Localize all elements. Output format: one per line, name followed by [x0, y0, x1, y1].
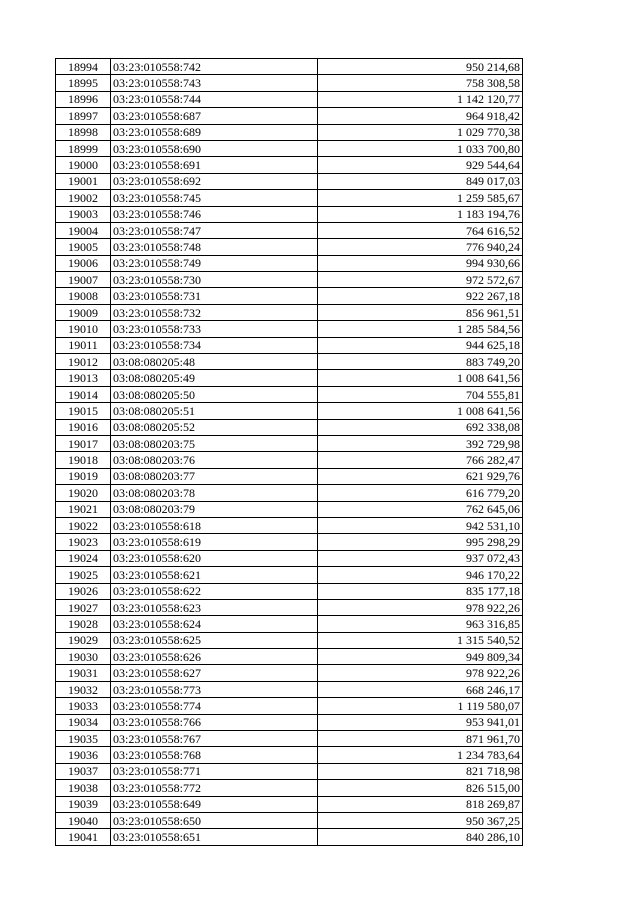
table-row — [56, 157, 523, 173]
cadastral-number-cell: 03:23:010558:772 — [111, 780, 318, 796]
cadastral-value-cell: 1 259 585,67 — [318, 190, 523, 206]
cadastral-value-cell: 922 267,18 — [318, 288, 523, 304]
cadastral-number-cell: 03:23:010558:622 — [111, 583, 318, 599]
cadastral-number-cell: 03:23:010558:768 — [111, 747, 318, 763]
cadastral-value-cell: 1 119 580,07 — [318, 698, 523, 714]
cadastral-number-cell: 03:23:010558:745 — [111, 190, 318, 206]
cadastral-number-cell: 03:23:010558:733 — [111, 321, 318, 337]
row-number-cell: 19041 — [56, 829, 111, 845]
cadastral-value-cell: 978 922,26 — [318, 599, 523, 615]
cadastral-number-cell: 03:08:080203:77 — [111, 468, 318, 484]
cadastral-number-cell: 03:23:010558:626 — [111, 649, 318, 665]
cadastral-number-cell: 03:23:010558:732 — [111, 304, 318, 320]
cadastral-value-cell: 856 961,51 — [318, 304, 523, 320]
row-number-cell: 19039 — [56, 796, 111, 812]
table-row — [56, 485, 523, 501]
cadastral-value-cell: 704 555,81 — [318, 386, 523, 402]
table-row — [56, 501, 523, 517]
cadastral-number-cell: 03:23:010558:744 — [111, 91, 318, 107]
table-row — [56, 812, 523, 828]
row-number-cell: 19030 — [56, 649, 111, 665]
cadastral-number-cell: 03:23:010558:747 — [111, 222, 318, 238]
row-number-cell: 19013 — [56, 370, 111, 386]
row-number-cell: 19000 — [56, 157, 111, 173]
row-number-cell: 19034 — [56, 714, 111, 730]
table-row — [56, 616, 523, 632]
row-number-cell: 19008 — [56, 288, 111, 304]
row-number-cell: 19037 — [56, 763, 111, 779]
cadastral-value-cell: 849 017,03 — [318, 173, 523, 189]
cadastral-value-cell: 883 749,20 — [318, 354, 523, 370]
cadastral-value-cell: 942 531,10 — [318, 517, 523, 533]
table-row — [56, 140, 523, 156]
cadastral-value-cell: 621 929,76 — [318, 468, 523, 484]
cadastral-number-cell: 03:08:080205:52 — [111, 419, 318, 435]
cadastral-value-cell: 668 246,17 — [318, 681, 523, 697]
cadastral-number-cell: 03:08:080205:48 — [111, 354, 318, 370]
cadastral-number-cell: 03:23:010558:689 — [111, 124, 318, 140]
row-number-cell: 19001 — [56, 173, 111, 189]
table-row — [56, 272, 523, 288]
cadastral-value-cell: 871 961,70 — [318, 731, 523, 747]
table-row — [56, 239, 523, 255]
cadastral-value-cell: 978 922,26 — [318, 665, 523, 681]
table-row — [56, 75, 523, 91]
cadastral-number-cell: 03:23:010558:730 — [111, 272, 318, 288]
cadastral-number-cell: 03:23:010558:620 — [111, 550, 318, 566]
row-number-cell: 19036 — [56, 747, 111, 763]
cadastral-number-cell: 03:23:010558:651 — [111, 829, 318, 845]
cadastral-value-cell: 950 214,68 — [318, 59, 523, 75]
cadastral-number-cell: 03:23:010558:731 — [111, 288, 318, 304]
table-row — [56, 370, 523, 386]
table-row — [56, 206, 523, 222]
row-number-cell: 19038 — [56, 780, 111, 796]
table-row — [56, 321, 523, 337]
cadastral-number-cell: 03:23:010558:625 — [111, 632, 318, 648]
cadastral-number-cell: 03:08:080205:50 — [111, 386, 318, 402]
cadastral-number-cell: 03:08:080205:49 — [111, 370, 318, 386]
cadastral-number-cell: 03:23:010558:774 — [111, 698, 318, 714]
row-number-cell: 19024 — [56, 550, 111, 566]
table-row — [56, 91, 523, 107]
cadastral-number-cell: 03:23:010558:766 — [111, 714, 318, 730]
cadastral-value-cell: 840 286,10 — [318, 829, 523, 845]
row-number-cell: 18998 — [56, 124, 111, 140]
cadastral-number-cell: 03:23:010558:619 — [111, 534, 318, 550]
table-row — [56, 763, 523, 779]
cadastral-number-cell: 03:23:010558:691 — [111, 157, 318, 173]
row-number-cell: 19005 — [56, 239, 111, 255]
row-number-cell: 19035 — [56, 731, 111, 747]
table-row — [56, 550, 523, 566]
table-row — [56, 517, 523, 533]
table-row — [56, 599, 523, 615]
table-row — [56, 288, 523, 304]
cadastral-value-table — [55, 58, 523, 846]
table-row — [56, 452, 523, 468]
row-number-cell: 18994 — [56, 59, 111, 75]
cadastral-number-cell: 03:23:010558:734 — [111, 337, 318, 353]
table-row — [56, 714, 523, 730]
table-row — [56, 681, 523, 697]
cadastral-number-cell: 03:08:080203:76 — [111, 452, 318, 468]
table-row — [56, 386, 523, 402]
cadastral-value-cell: 937 072,43 — [318, 550, 523, 566]
row-number-cell: 19003 — [56, 206, 111, 222]
cadastral-value-cell: 616 779,20 — [318, 485, 523, 501]
cadastral-number-cell: 03:23:010558:621 — [111, 567, 318, 583]
cadastral-number-cell: 03:23:010558:743 — [111, 75, 318, 91]
table-row — [56, 304, 523, 320]
table-row — [56, 796, 523, 812]
cadastral-value-cell: 929 544,64 — [318, 157, 523, 173]
row-number-cell: 19032 — [56, 681, 111, 697]
table-row — [56, 337, 523, 353]
row-number-cell: 19029 — [56, 632, 111, 648]
cadastral-value-cell: 392 729,98 — [318, 435, 523, 451]
table-body — [56, 59, 523, 846]
row-number-cell: 19011 — [56, 337, 111, 353]
table-row — [56, 419, 523, 435]
table-row — [56, 698, 523, 714]
table-row — [56, 780, 523, 796]
cadastral-number-cell: 03:08:080203:78 — [111, 485, 318, 501]
cadastral-value-cell: 949 809,34 — [318, 649, 523, 665]
cadastral-value-cell: 692 338,08 — [318, 419, 523, 435]
cadastral-number-cell: 03:23:010558:692 — [111, 173, 318, 189]
cadastral-number-cell: 03:23:010558:623 — [111, 599, 318, 615]
cadastral-value-cell: 1 008 641,56 — [318, 403, 523, 419]
row-number-cell: 19002 — [56, 190, 111, 206]
row-number-cell: 18997 — [56, 108, 111, 124]
row-number-cell: 19009 — [56, 304, 111, 320]
row-number-cell: 19033 — [56, 698, 111, 714]
cadastral-number-cell: 03:23:010558:687 — [111, 108, 318, 124]
row-number-cell: 19040 — [56, 812, 111, 828]
table-row — [56, 255, 523, 271]
row-number-cell: 19012 — [56, 354, 111, 370]
row-number-cell: 19010 — [56, 321, 111, 337]
cadastral-value-cell: 950 367,25 — [318, 812, 523, 828]
table-row — [56, 222, 523, 238]
cadastral-value-cell: 1 033 700,80 — [318, 140, 523, 156]
table-row — [56, 435, 523, 451]
row-number-cell: 19017 — [56, 435, 111, 451]
row-number-cell: 18999 — [56, 140, 111, 156]
table-row — [56, 731, 523, 747]
row-number-cell: 19027 — [56, 599, 111, 615]
row-number-cell: 19016 — [56, 419, 111, 435]
cadastral-number-cell: 03:23:010558:650 — [111, 812, 318, 828]
cadastral-value-cell: 766 282,47 — [318, 452, 523, 468]
cadastral-number-cell: 03:23:010558:767 — [111, 731, 318, 747]
cadastral-value-cell: 972 572,67 — [318, 272, 523, 288]
row-number-cell: 18995 — [56, 75, 111, 91]
row-number-cell: 19021 — [56, 501, 111, 517]
table-row — [56, 747, 523, 763]
table-row — [56, 108, 523, 124]
cadastral-value-cell: 826 515,00 — [318, 780, 523, 796]
cadastral-value-cell: 1 029 770,38 — [318, 124, 523, 140]
row-number-cell: 19028 — [56, 616, 111, 632]
table-row — [56, 190, 523, 206]
table-row — [56, 534, 523, 550]
table-row — [56, 354, 523, 370]
row-number-cell: 19004 — [56, 222, 111, 238]
row-number-cell: 19019 — [56, 468, 111, 484]
row-number-cell: 19026 — [56, 583, 111, 599]
row-number-cell: 19023 — [56, 534, 111, 550]
table-row — [56, 583, 523, 599]
cadastral-number-cell: 03:23:010558:624 — [111, 616, 318, 632]
cadastral-value-cell: 995 298,29 — [318, 534, 523, 550]
cadastral-value-cell: 1 183 194,76 — [318, 206, 523, 222]
cadastral-value-cell: 776 940,24 — [318, 239, 523, 255]
row-number-cell: 19006 — [56, 255, 111, 271]
table-row — [56, 403, 523, 419]
cadastral-value-cell: 821 718,98 — [318, 763, 523, 779]
row-number-cell: 19015 — [56, 403, 111, 419]
row-number-cell: 19014 — [56, 386, 111, 402]
cadastral-value-cell: 1 142 120,77 — [318, 91, 523, 107]
cadastral-number-cell: 03:23:010558:690 — [111, 140, 318, 156]
cadastral-value-cell: 818 269,87 — [318, 796, 523, 812]
row-number-cell: 19025 — [56, 567, 111, 583]
cadastral-value-cell: 1 008 641,56 — [318, 370, 523, 386]
table-row — [56, 124, 523, 140]
cadastral-number-cell: 03:23:010558:746 — [111, 206, 318, 222]
table-row — [56, 468, 523, 484]
cadastral-number-cell: 03:23:010558:627 — [111, 665, 318, 681]
cadastral-number-cell: 03:23:010558:748 — [111, 239, 318, 255]
row-number-cell: 19031 — [56, 665, 111, 681]
row-number-cell: 19018 — [56, 452, 111, 468]
cadastral-value-cell: 1 285 584,56 — [318, 321, 523, 337]
cadastral-value-cell: 944 625,18 — [318, 337, 523, 353]
cadastral-value-cell: 764 616,52 — [318, 222, 523, 238]
cadastral-value-cell: 953 941,01 — [318, 714, 523, 730]
cadastral-value-cell: 1 315 540,52 — [318, 632, 523, 648]
row-number-cell: 19007 — [56, 272, 111, 288]
cadastral-number-cell: 03:08:080205:51 — [111, 403, 318, 419]
table-row — [56, 632, 523, 648]
cadastral-value-cell: 946 170,22 — [318, 567, 523, 583]
table-row — [56, 173, 523, 189]
cadastral-number-cell: 03:23:010558:771 — [111, 763, 318, 779]
cadastral-number-cell: 03:08:080203:79 — [111, 501, 318, 517]
table-row — [56, 665, 523, 681]
cadastral-value-cell: 963 316,85 — [318, 616, 523, 632]
table-row — [56, 829, 523, 845]
cadastral-value-cell: 762 645,06 — [318, 501, 523, 517]
row-number-cell: 18996 — [56, 91, 111, 107]
table-row — [56, 567, 523, 583]
cadastral-value-cell: 835 177,18 — [318, 583, 523, 599]
row-number-cell: 19022 — [56, 517, 111, 533]
cadastral-value-cell: 758 308,58 — [318, 75, 523, 91]
cadastral-number-cell: 03:23:010558:773 — [111, 681, 318, 697]
cadastral-number-cell: 03:23:010558:649 — [111, 796, 318, 812]
cadastral-number-cell: 03:23:010558:749 — [111, 255, 318, 271]
cadastral-number-cell: 03:23:010558:742 — [111, 59, 318, 75]
cadastral-value-cell: 964 918,42 — [318, 108, 523, 124]
cadastral-number-cell: 03:23:010558:618 — [111, 517, 318, 533]
cadastral-number-cell: 03:08:080203:75 — [111, 435, 318, 451]
cadastral-value-cell: 994 930,66 — [318, 255, 523, 271]
table-row — [56, 59, 523, 75]
cadastral-value-cell: 1 234 783,64 — [318, 747, 523, 763]
table-row — [56, 649, 523, 665]
row-number-cell: 19020 — [56, 485, 111, 501]
